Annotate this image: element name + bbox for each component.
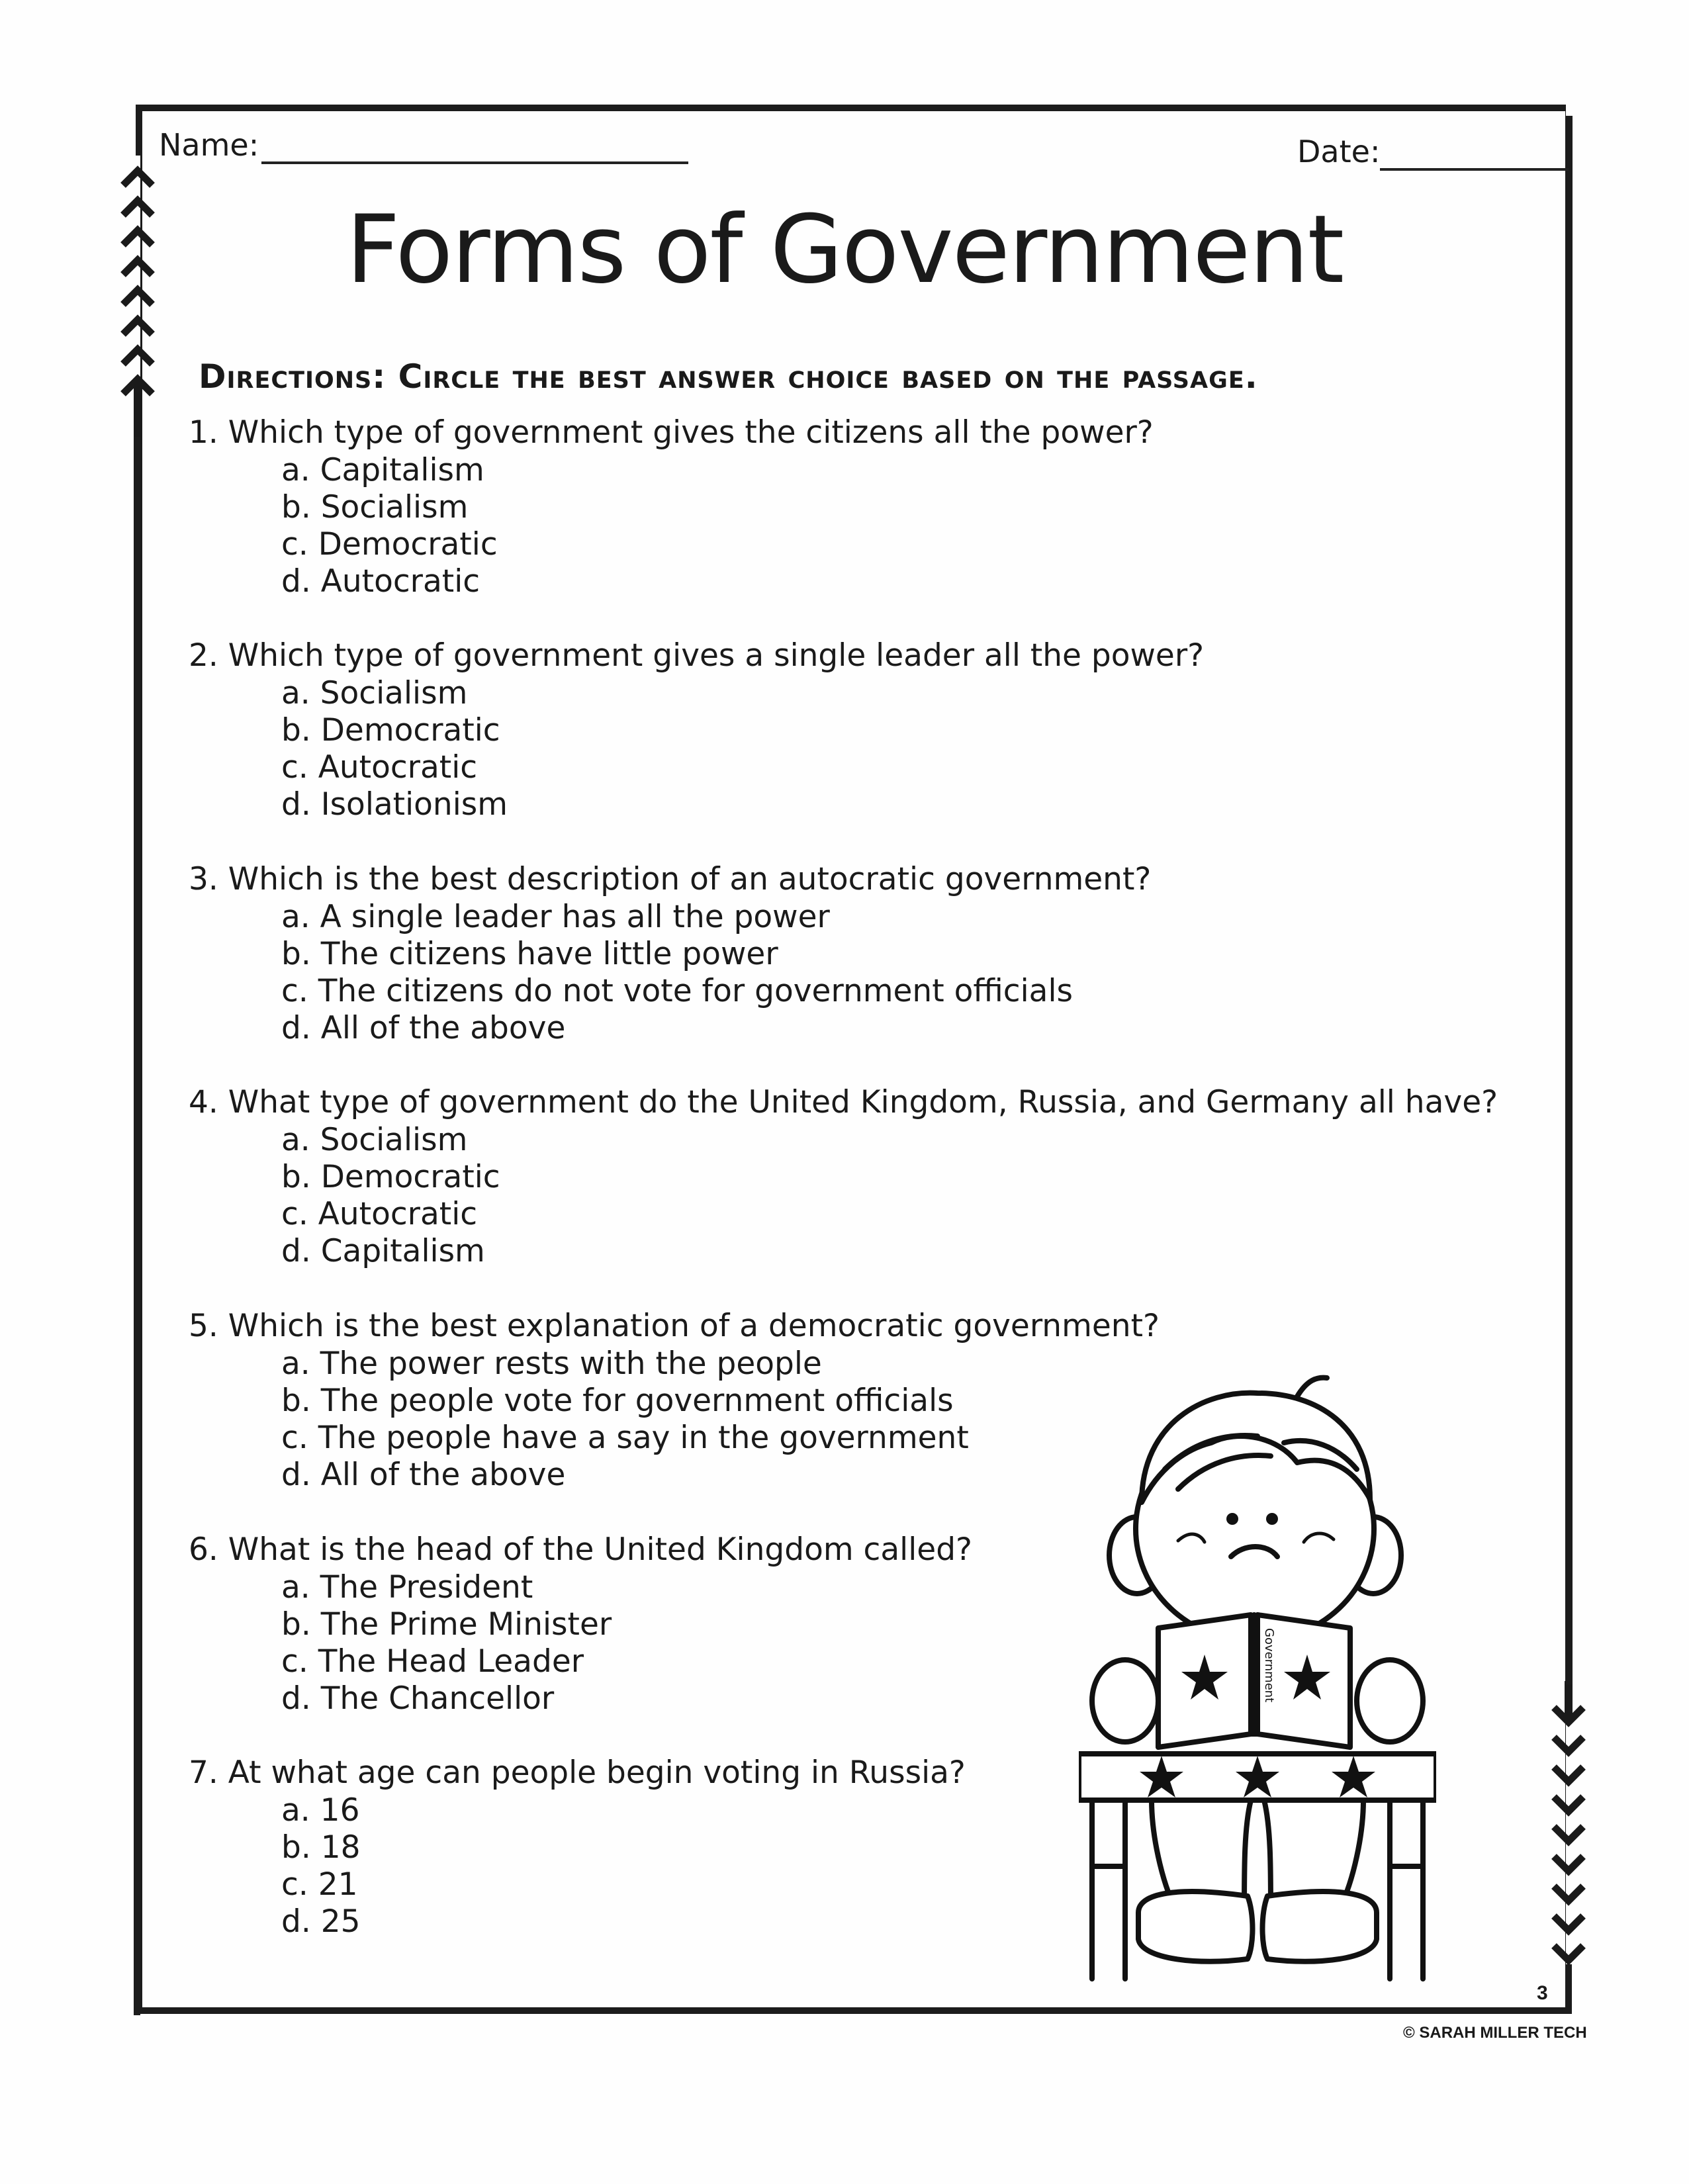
answer-option[interactable]: b. Socialism bbox=[281, 489, 469, 525]
date-field[interactable] bbox=[1380, 168, 1569, 171]
question-2 bbox=[189, 637, 1204, 823]
question-text: 4. What type of government do the United Kingdom, Russia, and Germany all have? bbox=[189, 1084, 1498, 1120]
answer-option[interactable]: d. The Chancellor bbox=[281, 1680, 555, 1717]
answer-option[interactable]: b. The people vote for government officials bbox=[281, 1383, 954, 1419]
answer-option[interactable]: c. Autocratic bbox=[281, 1196, 478, 1232]
book-label: Government bbox=[1262, 1628, 1276, 1703]
answer-option[interactable]: a. A single leader has all the power bbox=[281, 899, 830, 935]
page-number: 3 bbox=[1537, 1982, 1548, 2004]
question-1 bbox=[189, 414, 1154, 600]
right-border-line bbox=[1566, 116, 1573, 1684]
answer-option[interactable]: c. 21 bbox=[281, 1866, 358, 1903]
question-text: 6. What is the head of the United Kingdom called? bbox=[189, 1531, 972, 1568]
answer-option[interactable]: d. All of the above bbox=[281, 1010, 566, 1046]
answer-option[interactable]: a. Capitalism bbox=[281, 452, 484, 488]
question-text: 3. Which is the best description of an autocratic government? bbox=[189, 861, 1152, 897]
answer-option[interactable]: c. The citizens do not vote for government officials bbox=[281, 973, 1073, 1009]
answer-option[interactable]: a. The power rests with the people bbox=[281, 1345, 822, 1382]
answer-option[interactable]: c. The Head Leader bbox=[281, 1643, 584, 1680]
answer-option[interactable]: d. Autocratic bbox=[281, 563, 480, 600]
question-text: 7. At what age can people begin voting in Russia? bbox=[189, 1754, 966, 1791]
answer-option[interactable]: b. The Prime Minister bbox=[281, 1606, 612, 1643]
answer-option[interactable]: d. 25 bbox=[281, 1903, 361, 1940]
answer-option[interactable]: b. The citizens have little power bbox=[281, 936, 778, 972]
question-4 bbox=[189, 1083, 1498, 1270]
page-title: Forms of Government bbox=[345, 195, 1344, 304]
question-3 bbox=[189, 860, 1151, 1047]
directions: Directions: Circle the best answer choice based on the passage. bbox=[199, 357, 1258, 396]
answer-option[interactable]: b. Democratic bbox=[281, 1159, 500, 1195]
answer-option[interactable]: c. The people have a say in the government bbox=[281, 1420, 969, 1456]
left-border-line bbox=[134, 437, 140, 2015]
answer-option[interactable]: b. 18 bbox=[281, 1829, 361, 1866]
answer-option[interactable]: b. Democratic bbox=[281, 712, 500, 749]
answer-option[interactable]: a. The President bbox=[281, 1569, 533, 1606]
name-field[interactable] bbox=[261, 161, 688, 164]
question-text: 5. Which is the best explanation of a democratic government? bbox=[189, 1308, 1160, 1344]
question-6 bbox=[189, 1531, 972, 1717]
answer-option[interactable]: d. All of the above bbox=[281, 1457, 566, 1493]
answer-option[interactable]: d. Isolationism bbox=[281, 786, 508, 823]
question-7 bbox=[189, 1754, 966, 1940]
date-label: Date: bbox=[1297, 134, 1381, 169]
answer-option[interactable]: a. Socialism bbox=[281, 675, 468, 711]
name-label: Name: bbox=[159, 127, 259, 163]
chevron-down-icon bbox=[1550, 1681, 1587, 1972]
copyright: © SARAH MILLER TECH bbox=[1403, 2024, 1587, 2042]
answer-option[interactable]: c. Democratic bbox=[281, 526, 498, 563]
student-reading-illustration bbox=[1079, 1363, 1436, 1985]
question-text: 1. Which type of government gives the citizens all the power? bbox=[189, 414, 1154, 451]
answer-option[interactable]: d. Capitalism bbox=[281, 1233, 485, 1269]
question-text: 2. Which type of government gives a single leader all the power? bbox=[189, 637, 1205, 674]
answer-option[interactable]: a. Socialism bbox=[281, 1122, 468, 1158]
answer-option[interactable]: c. Autocratic bbox=[281, 749, 478, 786]
question-5 bbox=[189, 1307, 1160, 1494]
answer-option[interactable]: a. 16 bbox=[281, 1792, 360, 1829]
